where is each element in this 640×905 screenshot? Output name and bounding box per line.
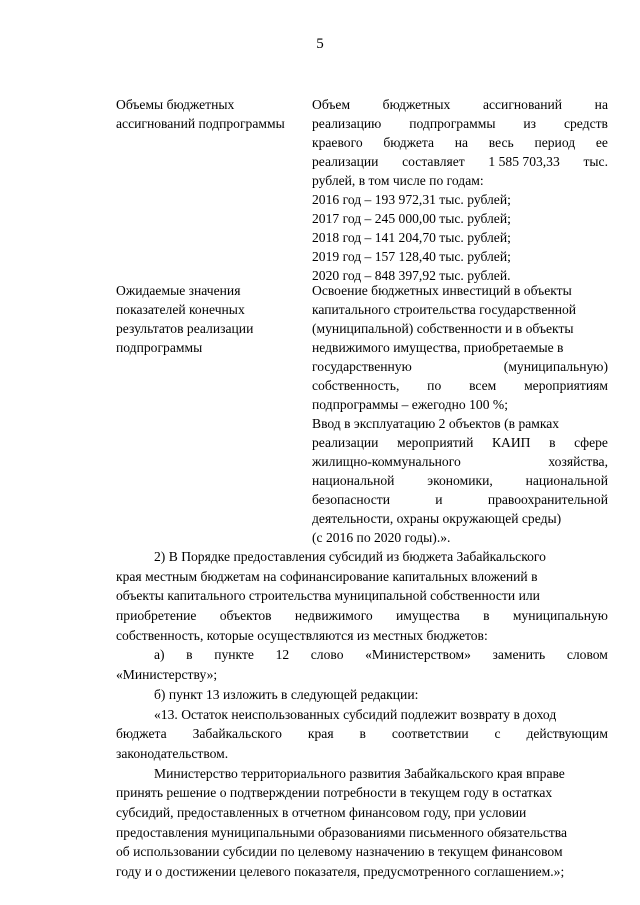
results-line: национальной экономики, национальной: [312, 473, 608, 488]
results-line: жилищно-коммунального хозяйства,: [312, 454, 608, 469]
body-text: [116, 547, 608, 882]
body-line: края местным бюджетам на софинансирование капитальных вложений в: [116, 568, 538, 584]
body-line: предоставления муниципальными образованиями письменного обязательства: [116, 824, 568, 840]
page-number: 5: [316, 36, 324, 52]
budget-year-line: 2019 год – 157 128,40 тыс. рублей;: [312, 249, 511, 264]
results-line: государственную (муниципальную): [312, 359, 608, 374]
body-line: бюджета Забайкальского края в соответствии с действующим: [116, 726, 608, 742]
results-line: Ввод в эксплуатацию 2 объектов (в рамках: [312, 416, 560, 431]
results-line: (муниципальной) собственности и в объекты: [312, 321, 574, 336]
results-line: деятельности, охраны окружающей среды): [312, 511, 562, 526]
results-label: [116, 281, 306, 357]
budget-year-line: 2017 год – 245 000,00 тыс. рублей;: [312, 211, 511, 226]
results-line: (с 2016 по 2020 годы).».: [312, 530, 451, 545]
body-line: «Министерству»;: [116, 667, 218, 683]
body-line: 2) В Порядке предоставления субсидий из бюджета Забайкальского: [154, 549, 546, 564]
results-label-line: подпрограммы: [116, 340, 203, 355]
budget-line: Объем бюджетных ассигнований на: [312, 97, 608, 112]
body-line: а) в пункте 12 слово «Министерством» заменить словом: [154, 647, 608, 663]
body-line: законодательством.: [116, 745, 229, 761]
body-line: Министерство территориального развития Забайкальского края вправе: [154, 765, 565, 781]
results-label-line: результатов реализации: [116, 321, 254, 336]
results-line: капитального строительства государственной: [312, 302, 577, 317]
body-line: субсидий, предоставленных в отчетном финансовом году, при условии: [116, 804, 527, 820]
budget-text: [312, 95, 608, 285]
budget-label: [116, 95, 306, 133]
results-line: собственность, по всем мероприятиям: [312, 378, 608, 393]
body-line: собственность, которые осуществляются из местных бюджетов:: [116, 627, 488, 643]
budget-line: рублей, в том числе по годам:: [312, 173, 484, 188]
body-line: объекты капитального строительства муниципальной собственности или: [116, 588, 540, 604]
budget-year-line: 2018 год – 141 204,70 тыс. рублей;: [312, 230, 511, 245]
body-line: б) пункт 13 изложить в следующей редакции:: [154, 686, 419, 702]
body-line: принять решение о подтверждении потребности в текущем году в остатках: [116, 785, 553, 801]
budget-line: реализацию подпрограммы из средств: [312, 116, 608, 131]
results-line: подпрограммы – ежегодно 100 %;: [312, 397, 509, 412]
budget-year-line: 2020 год – 848 397,92 тыс. рублей.: [312, 268, 511, 283]
body-line: году и о достижении целевого показателя, предусмотренного соглашением.»;: [116, 864, 565, 879]
body-line: «13. Остаток неиспользованных субсидий подлежит возврату в доход: [154, 706, 557, 722]
budget-year-line: 2016 год – 193 972,31 тыс. рублей;: [312, 192, 511, 207]
results-line: безопасности и правоохранительной: [312, 492, 608, 507]
budget-label-line: Объемы бюджетных: [116, 97, 235, 112]
results-text: [312, 281, 608, 547]
results-label-line: показателей конечных: [116, 302, 245, 317]
body-line: приобретение объектов недвижимого имущества в муниципальную: [116, 608, 608, 624]
results-line: недвижимого имущества, приобретаемые в: [312, 340, 564, 355]
results-label-line: Ожидаемые значения: [116, 283, 241, 298]
results-line: реализации мероприятий КАИП в сфере: [312, 435, 608, 450]
budget-label-line: ассигнований подпрограммы: [116, 116, 285, 131]
results-line: Освоение бюджетных инвестиций в объекты: [312, 283, 572, 298]
body-line: об использовании субсидии по целевому назначению в текущем финансовом: [116, 844, 563, 860]
budget-line: краевого бюджета на весь период ее: [312, 135, 608, 150]
budget-line: реализации составляет 1 585 703,33 тыс.: [312, 154, 608, 169]
